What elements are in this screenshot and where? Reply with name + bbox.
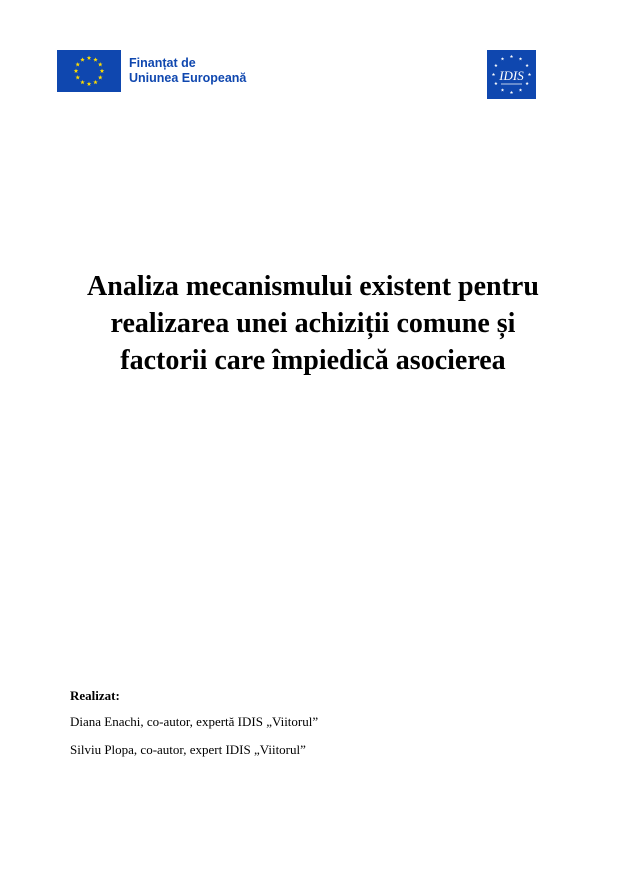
title-line-3: factorii care împiedică asocierea (120, 345, 506, 376)
author-line-2: Silviu Plopa, co-autor, expert IDIS „Viitorul” (70, 742, 306, 757)
title-line-1: Analiza mecanismului existent pentru (87, 271, 539, 302)
title-line-2: realizarea unei achiziții comune și (110, 308, 516, 339)
idis-viitorul-logo (487, 50, 536, 99)
eu-funding-line2: Uniunea Europeană (129, 71, 247, 85)
eu-flag-icon (57, 50, 121, 92)
eu-funding-line1: Finanțat de (129, 56, 196, 70)
author-line-1: Diana Enachi, co-autor, expertă IDIS „Viitorul” (70, 714, 319, 729)
eu-funding-logo (57, 50, 246, 92)
credits-label: Realizat: (70, 688, 120, 703)
eu-funding-text (129, 56, 246, 86)
credits-section (70, 687, 318, 758)
document-title (40, 268, 586, 379)
idis-emblem-icon (487, 50, 536, 99)
idis-logo-text: IDIS (499, 68, 524, 83)
